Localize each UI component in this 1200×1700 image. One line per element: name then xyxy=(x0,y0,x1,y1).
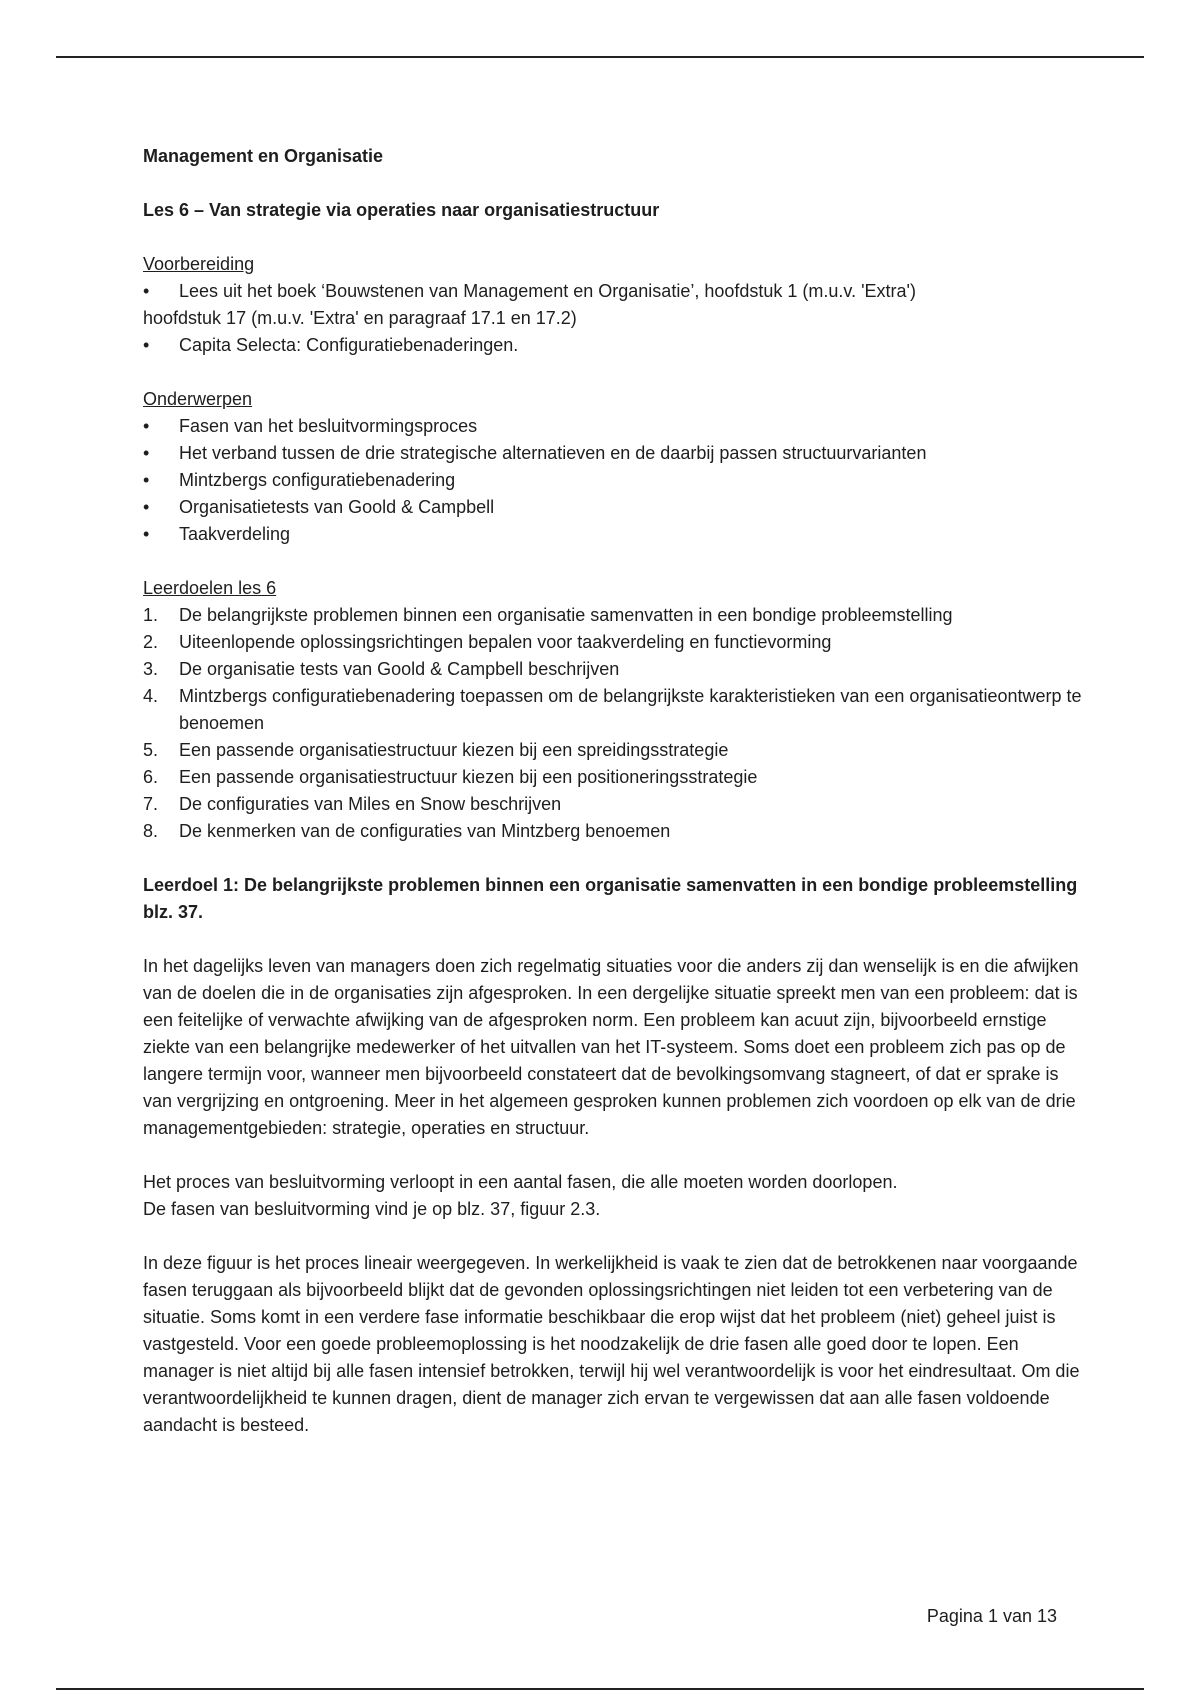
goal1-heading: Leerdoel 1: De belangrijkste problemen binnen een organisatie samenvatten in een bondige probleemstelling blz. 37. xyxy=(143,875,1078,922)
list-item xyxy=(143,737,1083,764)
list-item xyxy=(143,521,1083,548)
page-number: Pagina 1 van 13 xyxy=(926,1606,1057,1626)
bullet-icon: • xyxy=(143,281,150,301)
course-title: Management en Organisatie xyxy=(143,146,384,166)
goal1-paragraph-2-line-2: De fasen van besluitvorming vind je op blz. 37, figuur 2.3. xyxy=(143,1199,601,1219)
topic-text: Taakverdeling xyxy=(179,524,291,544)
bullet-icon: • xyxy=(143,443,150,463)
goal-text: Mintzbergs configuratiebenadering toepassen om de belangrijkste karakteristieken van een organisatieontwerp te benoemen xyxy=(179,686,1082,733)
preparation-continuation: hoofdstuk 17 (m.u.v. 'Extra' en paragraaf 17.1 en 17.2) xyxy=(143,308,577,328)
list-item xyxy=(143,656,1083,683)
goal-number: 6. xyxy=(143,767,159,787)
topic-text: Mintzbergs configuratiebenadering xyxy=(179,470,456,490)
goal1-paragraph-3: In deze figuur is het proces lineair weergegeven. In werkelijkheid is vaak te zien dat de betrokkenen naar voorgaande fasen teruggaan als bijvoorbeeld blijkt dat de gevonden oplossingsrichtingen niet leiden tot een verbetering van de situatie. Soms komt in een verdere fase informatie beschikbaar die erop wijst dat het probleem (niet) geheel juist is vastgesteld. Voor een goede probleemoplossing is het noodzakelijk de drie fasen alle goed door te lopen. Een manager is niet altijd bij alle fasen intensief betrokken, terwijl hij wel verantwoordelijk is voor het eindresultaat. Om die verantwoordelijkheid te kunnen dragen, dient de manager zich ervan te vergewissen dat aan alle fasen voldoende aandacht is besteed. xyxy=(143,1253,1080,1435)
goal-number: 8. xyxy=(143,821,159,841)
goal-number: 3. xyxy=(143,659,159,679)
preparation-item-text: Capita Selecta: Configuratiebenaderingen. xyxy=(179,335,519,355)
goals-heading: Leerdoelen les 6 xyxy=(143,578,277,598)
goal-text: Een passende organisatiestructuur kiezen bij een spreidingsstrategie xyxy=(179,740,729,760)
list-item xyxy=(143,764,1083,791)
list-item xyxy=(143,818,1083,845)
topic-text: Het verband tussen de drie strategische alternatieven en de daarbij passen structuurvarianten xyxy=(179,443,927,463)
topics-heading: Onderwerpen xyxy=(143,389,253,409)
preparation-list-2 xyxy=(143,332,1083,359)
bullet-icon: • xyxy=(143,416,150,436)
goal-number: 4. xyxy=(143,686,159,706)
goal1-paragraph-1: In het dagelijks leven van managers doen zich regelmatig situaties voor die anders zij dan wenselijk is en die afwijken van de doelen die in de organisaties zijn afgesproken. In een dergelijke situatie spreekt men van een probleem: dat is een feitelijke of verwachte afwijking van de afgesproken norm. Een probleem kan acuut zijn, bijvoorbeeld ernstige ziekte van een belangrijke medewerker of het uitvallen van het IT-systeem. Soms doet een probleem zich pas op de langere termijn voor, wanneer men bijvoorbeeld constateert dat de bevolkingsomvang stagneert, of dat er sprake is van vergrijzing en ontgroening. Meer in het algemeen gesproken kunnen problemen zich voordoen op elk van de drie managementgebieden: strategie, operaties en structuur. xyxy=(143,956,1079,1138)
bottom-rule xyxy=(56,1688,1144,1690)
topic-text: Organisatietests van Goold & Campbell xyxy=(179,497,495,517)
list-item xyxy=(143,629,1083,656)
goal-text: Een passende organisatiestructuur kiezen bij een positioneringsstrategie xyxy=(179,767,758,787)
list-item xyxy=(143,467,1083,494)
goal1-paragraph-2-line-1: Het proces van besluitvorming verloopt in een aantal fasen, die alle moeten worden doorlopen. xyxy=(143,1172,898,1192)
top-rule xyxy=(56,56,1144,58)
list-item xyxy=(143,683,1083,737)
preparation-heading: Voorbereiding xyxy=(143,254,255,274)
list-item xyxy=(143,494,1083,521)
goal-number: 2. xyxy=(143,632,159,652)
preparation-item-text: Lees uit het boek ‘Bouwstenen van Management en Organisatie’, hoofdstuk 1 (m.u.v. 'Extra') xyxy=(179,281,916,301)
goal-number: 5. xyxy=(143,740,159,760)
topic-text: Fasen van het besluitvormingsproces xyxy=(179,416,478,436)
bullet-icon: • xyxy=(143,524,150,544)
goal-number: 1. xyxy=(143,605,159,625)
topics-list xyxy=(143,413,1083,548)
goal-text: Uiteenlopende oplossingsrichtingen bepalen voor taakverdeling en functievorming xyxy=(179,632,832,652)
list-item xyxy=(143,602,1083,629)
goal-text: De configuraties van Miles en Snow beschrijven xyxy=(179,794,562,814)
goal-text: De belangrijkste problemen binnen een organisatie samenvatten in een bondige probleemstelling xyxy=(179,605,953,625)
goal-text: De organisatie tests van Goold & Campbell beschrijven xyxy=(179,659,620,679)
bullet-icon: • xyxy=(143,335,150,355)
list-item xyxy=(143,791,1083,818)
list-item xyxy=(143,332,1083,359)
list-item xyxy=(143,413,1083,440)
lesson-title: Les 6 – Van strategie via operaties naar organisatiestructuur xyxy=(143,200,660,220)
list-item xyxy=(143,440,1083,467)
bullet-icon: • xyxy=(143,470,150,490)
goals-list xyxy=(143,602,1083,845)
bullet-icon: • xyxy=(143,497,150,517)
page-content xyxy=(143,143,1083,1439)
goal-text: De kenmerken van de configuraties van Mintzberg benoemen xyxy=(179,821,671,841)
goal-number: 7. xyxy=(143,794,159,814)
list-item xyxy=(143,278,1083,305)
preparation-list xyxy=(143,278,1083,305)
